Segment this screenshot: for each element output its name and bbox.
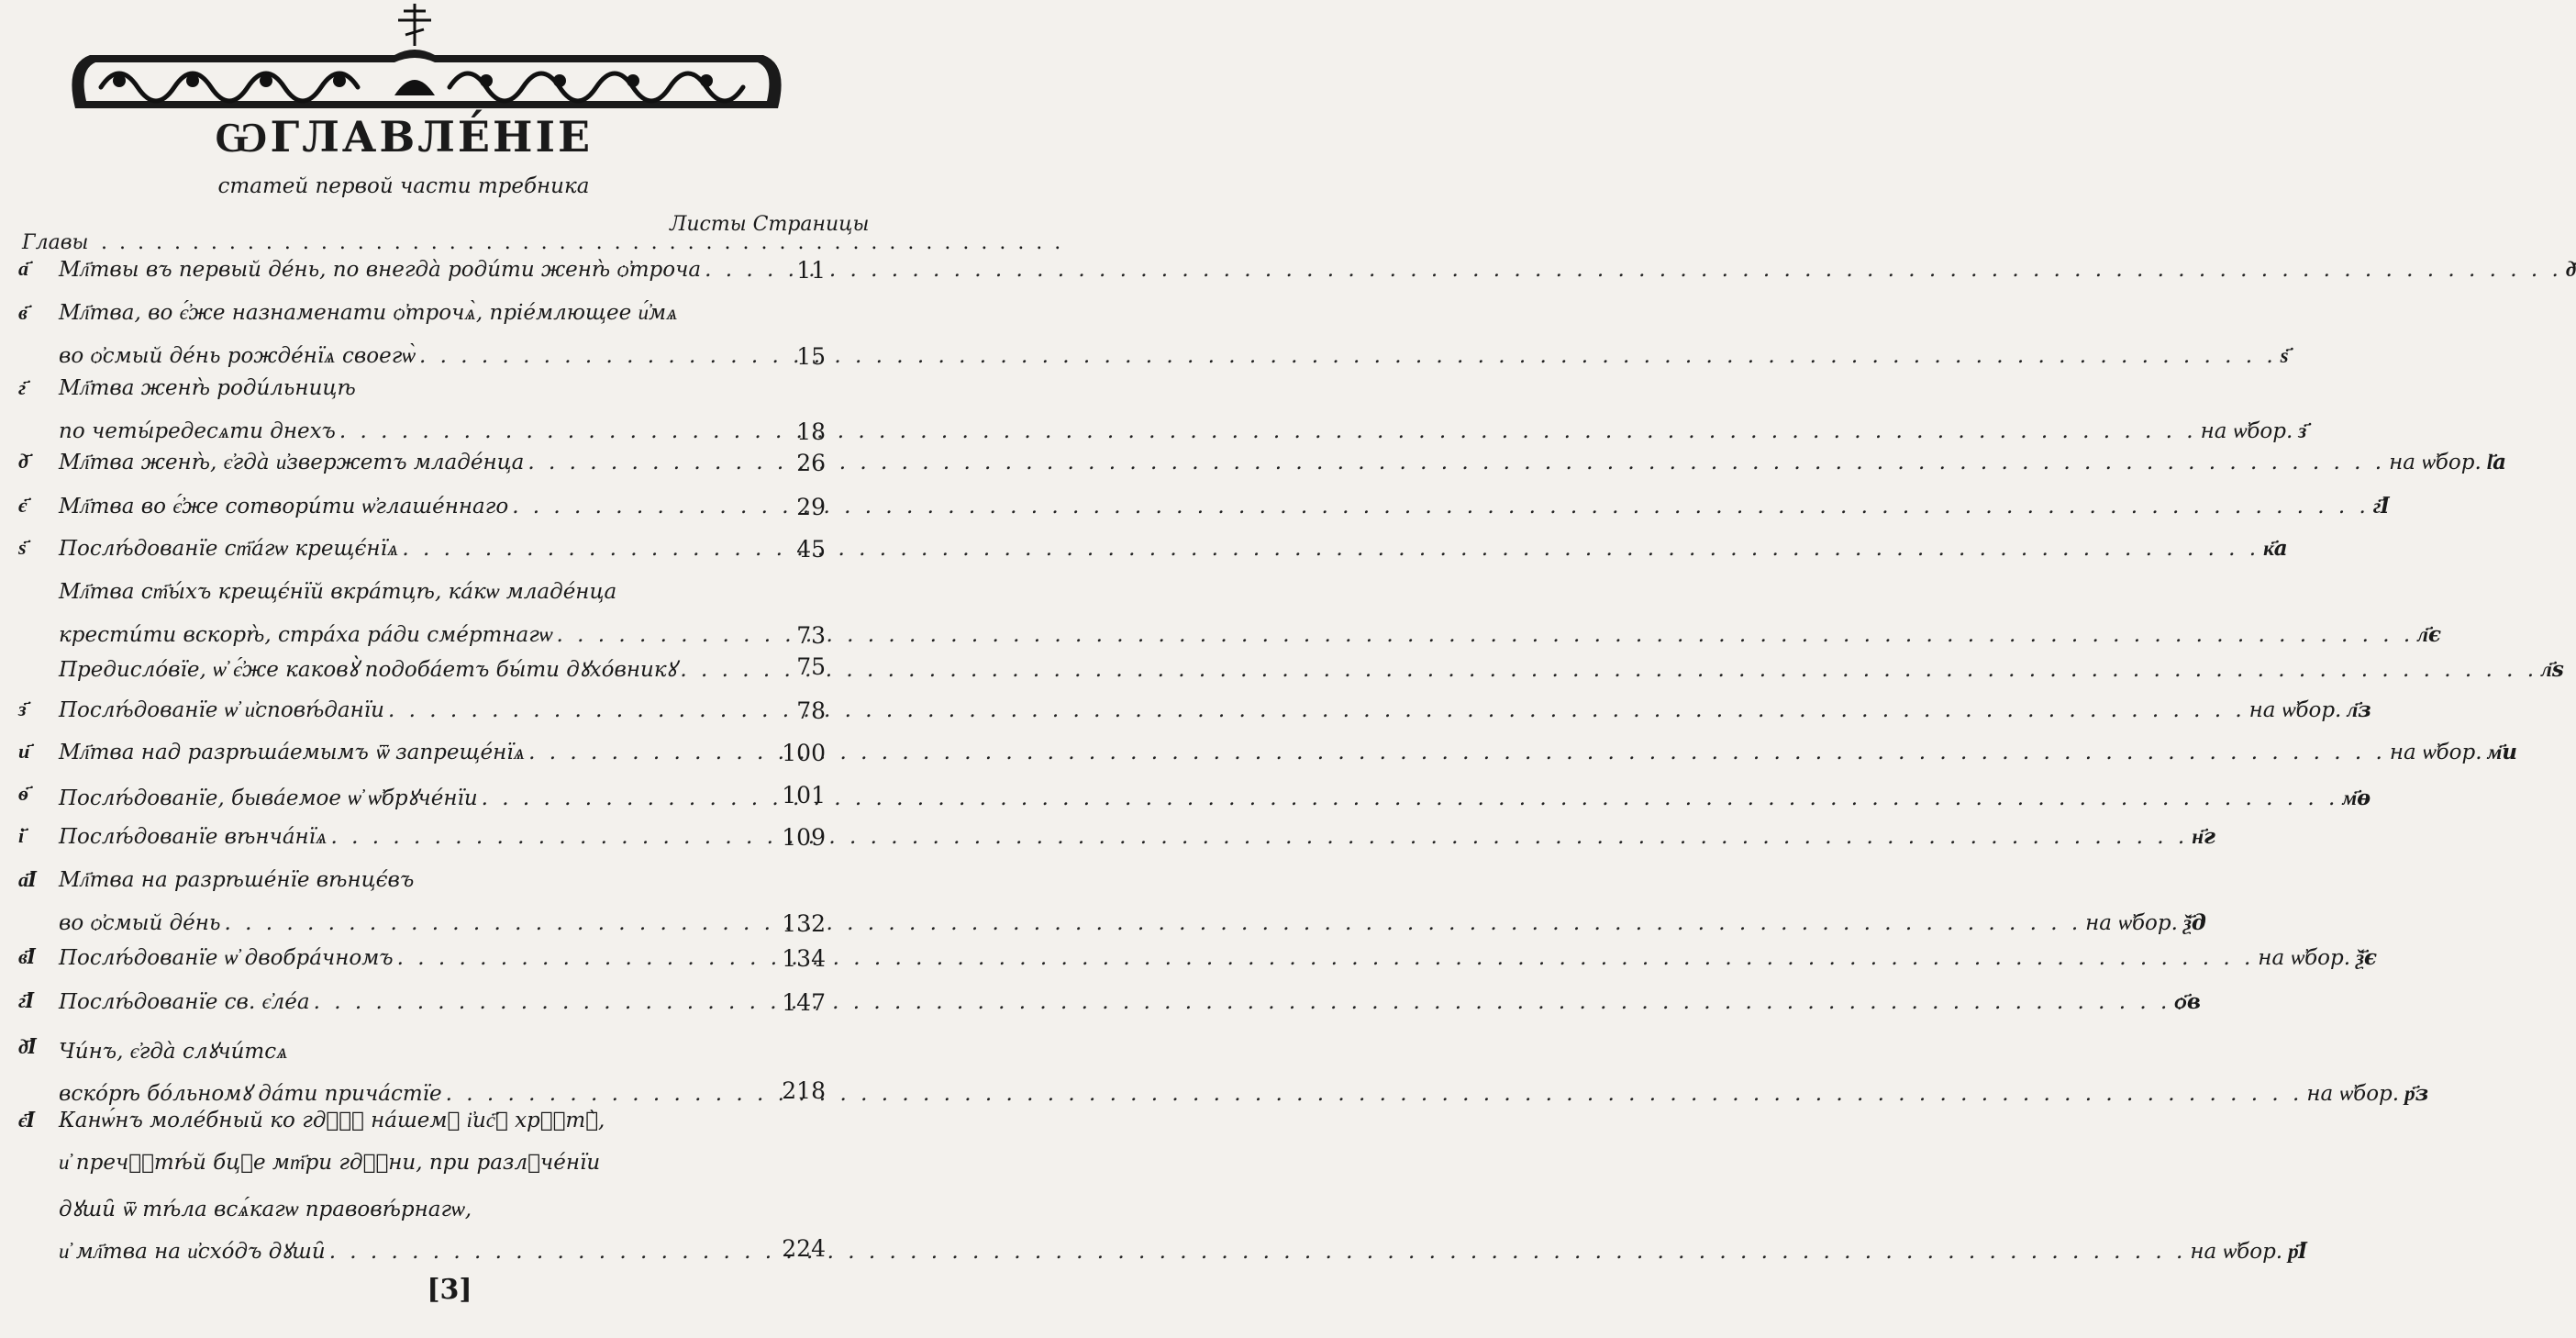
- leader-dots: [446, 1082, 2304, 1106]
- chapter-number: в҃ӏ: [18, 945, 36, 969]
- leader-dots: [512, 495, 2370, 518]
- page-number-value: 224: [782, 1235, 826, 1262]
- entry-title-text: Мл҃твы въ первый де́нь, по внегда̀ роди́ти женѣ̀ ѻ҆троча: [59, 258, 702, 282]
- entry-title-line: [59, 868, 793, 899]
- entry-title-text: вско́рѣ бо́льномꙋ да́ти прича́стїе: [59, 1082, 442, 1106]
- page-number-value: 75: [796, 653, 826, 680]
- leader-dots: [419, 344, 2277, 368]
- entry-title-line: [59, 1035, 793, 1066]
- page-number-value: 73: [796, 622, 826, 649]
- on-reverse-note: на ѡ҆бор.: [2190, 1240, 2283, 1264]
- entry-title-text: во ѻ҆смый де́нь: [59, 911, 221, 935]
- entry-title-text: Мл҃тва над разрѣша́емымъ ѿ запреще́нїѧ: [59, 741, 526, 764]
- chapter-number: і҃: [18, 824, 25, 848]
- entry-title-line: [59, 301, 793, 332]
- page-number-value: 18: [796, 418, 826, 445]
- chapter-number: в҃: [18, 301, 28, 325]
- leader-dots: [224, 911, 2082, 935]
- entry-title-text: дꙋши̑ ѿ тѣ́ла всѧ́кагѡ правовѣ́рнагѡ,: [59, 1198, 472, 1221]
- entry-title-text: и҆ мл҃тва на и҆схо́дъ дꙋши̑: [59, 1240, 326, 1264]
- entry-title-text: Мл҃тва женѣ̀, є҆гда̀ и҆звержетъ младе́нца: [59, 451, 525, 474]
- leaf-number: к҃а: [2263, 536, 2288, 561]
- leader-dots: [556, 623, 2414, 647]
- leaf-number: р҃з: [2404, 1081, 2429, 1106]
- entry-title-text: Послѣ́дованїе ѡ҆ и҆сповѣ́данїи: [59, 698, 384, 722]
- chapter-number: з҃: [18, 697, 27, 721]
- on-reverse-note: на ѡ҆бор.: [2248, 698, 2342, 722]
- entry-title-text: Мл҃тва на разрѣше́нїе вѣнцє́въ: [59, 868, 415, 892]
- leader-dots: [397, 946, 2255, 970]
- entry-title-text: Послѣ́дованїе св. є҆ле́а: [59, 990, 310, 1014]
- page-number: [3]: [427, 1274, 472, 1306]
- chapter-number: ѕ҃: [18, 536, 27, 560]
- page-number-value: 11: [796, 257, 826, 284]
- leaf-number: л҃ѕ: [2541, 657, 2564, 682]
- page-number-value: 132: [782, 910, 826, 937]
- entry-title-text: Чи́нъ, є҆гда̀ слꙋчи́тсѧ: [59, 1040, 288, 1064]
- on-reverse-note: на ѡ҆бор.: [2306, 1082, 2400, 1106]
- on-reverse-note: на ѡ҆бор.: [2258, 946, 2351, 970]
- chapter-number: г҃ӏ: [18, 989, 34, 1013]
- page-title: ѠГЛАВЛЕ́НІЕ: [214, 112, 594, 162]
- entry-title-text: по четы́редесѧти днехъ: [59, 419, 336, 443]
- page-number-value: 147: [782, 989, 826, 1016]
- leaf-number: м҃и: [2487, 740, 2518, 764]
- entry-title-line: [59, 1109, 793, 1140]
- entry-title-line: [59, 580, 793, 611]
- headpiece-ornament-icon: [64, 0, 789, 119]
- leader-dots: [528, 741, 2386, 764]
- entry-title-text: Мл҃тва во є҆́же сотвори́ти ѡ҆глаше́ннаго: [59, 495, 509, 518]
- header-leader-dots: . . . . . . . . . . . . . . . . . . . . . . . . . . . . . . . . . . . . . . . . . . . . . . . . . . . . .: [101, 231, 1064, 254]
- page-subtitle: статей первой части требника: [217, 174, 590, 198]
- column-header-leaves-pages: Листы Страницы: [670, 213, 870, 236]
- entry-title-text: Предисло́вїе, ѡ҆ є҆́же каковꙋ̀ подоба́етъ бы́ти дꙋхо́вникꙋ: [59, 658, 677, 682]
- leaf-number: ѕ҃: [2280, 343, 2289, 368]
- entry-title-text: Мл҃тва, во є҆́же назнаменати ѻ҆трочѧ̀, пріе́млющее и҆́мѧ: [59, 301, 678, 325]
- chapter-number: є҃: [18, 494, 28, 518]
- entry-title-text: Мл҃тва ст҃ы́хъ крещє́нїй вкра́тцѣ, ка́кѡ младе́нца: [59, 580, 617, 604]
- chapter-number: є҃ӏ: [18, 1109, 35, 1132]
- page-number-value: 218: [782, 1077, 826, 1104]
- leaf-number: з҃: [2298, 418, 2307, 443]
- leaf-number: г҃ӏ: [2372, 494, 2390, 518]
- page-number-value: 29: [796, 494, 826, 520]
- entry-title-text: и҆ пречⷭ҇тѣ́й бцⷣе мт҃ри гдⷭ҇ни, при разлꙋче́нїи: [59, 1151, 601, 1175]
- leader-dots: [527, 451, 2385, 474]
- page-number-value: 109: [782, 824, 826, 851]
- chapter-number: д҃: [18, 450, 28, 474]
- page-number-value: 101: [782, 782, 826, 808]
- page-number-value: 15: [796, 343, 826, 370]
- entry-title-text: Послѣ́дованїе вѣнча́нїѧ: [59, 825, 328, 849]
- on-reverse-note: на ѡ҆бор.: [2200, 419, 2293, 443]
- leaf-number: ѯ҃д: [2182, 910, 2206, 935]
- entry-title-line: [59, 376, 793, 407]
- leader-dots: [680, 658, 2537, 682]
- column-header-chapters: Главы: [22, 231, 89, 254]
- chapter-number: а҃: [18, 257, 28, 281]
- leaf-number: н҃г: [2192, 824, 2215, 849]
- entry-title-text: Послѣ́дованїе ѡ҆ двобра́чномъ: [59, 946, 394, 970]
- on-reverse-note: на ѡ҆бор.: [2085, 911, 2178, 935]
- leaf-number: ѻ҃в: [2174, 989, 2201, 1014]
- leaf-number: л҃з: [2347, 697, 2371, 722]
- on-reverse-note: на ѡ҆бор.: [2389, 741, 2482, 764]
- entry-title-line: [59, 1193, 793, 1224]
- leader-dots: [388, 698, 2246, 722]
- chapter-number: ѳ҃: [18, 782, 28, 806]
- leaf-number: ѯ҃є: [2356, 945, 2378, 970]
- leader-dots: [339, 419, 2197, 443]
- entry-title-text: крести́ти вскорѣ̀, стра́ха ра́ди сме́ртнагѡ: [59, 623, 553, 647]
- page-number-value: 134: [782, 945, 826, 972]
- leader-dots: [402, 537, 2260, 561]
- chapter-number: а҃ӏ: [18, 868, 37, 892]
- page-number-value: 26: [796, 450, 826, 476]
- on-reverse-note: на ѡ҆бор.: [2389, 451, 2482, 474]
- page-number-value: 100: [782, 740, 826, 766]
- entry-title-line: [59, 1151, 793, 1182]
- leader-dots: [482, 786, 2339, 810]
- leaf-number: л҃є: [2417, 622, 2441, 647]
- chapter-number: г҃: [18, 376, 27, 400]
- leaf-number: ӏ҃а: [2486, 450, 2507, 474]
- leader-dots: [314, 990, 2171, 1014]
- entry-title-text: Мл҃тва женѣ̀ роди́льницѣ: [59, 376, 356, 400]
- entry-title-text: Послѣ́дованїе ст҃а́гѡ крещє́нїѧ: [59, 537, 399, 561]
- chapter-number: д҃ӏ: [18, 1035, 37, 1059]
- leaf-number: м҃ѳ: [2342, 786, 2371, 810]
- chapter-number: и҃: [18, 740, 30, 764]
- leader-dots: [329, 1240, 2187, 1264]
- page-number-value: 78: [796, 697, 826, 724]
- entry-title-text: Послѣ́дованїе, быва́емое ѡ҆ ѡ҆брꙋче́нїи: [59, 786, 478, 810]
- leaf-number: д҃: [2565, 257, 2576, 282]
- leader-dots: [705, 258, 2562, 282]
- entry-title-text: Канѡ́нъ моле́бный ко гдⷭ҇ꙋ на́шемꙋ і҆ис҃ꙋ хрⷭ҇тꙋ̀,: [59, 1109, 605, 1132]
- leader-dots: [331, 825, 2189, 849]
- entry-title-text: во ѻ҆смый де́нь рожде́нїѧ своегѡ̀: [59, 344, 416, 368]
- leaf-number: р҃ӏ: [2288, 1239, 2307, 1264]
- page-number-value: 45: [796, 536, 826, 563]
